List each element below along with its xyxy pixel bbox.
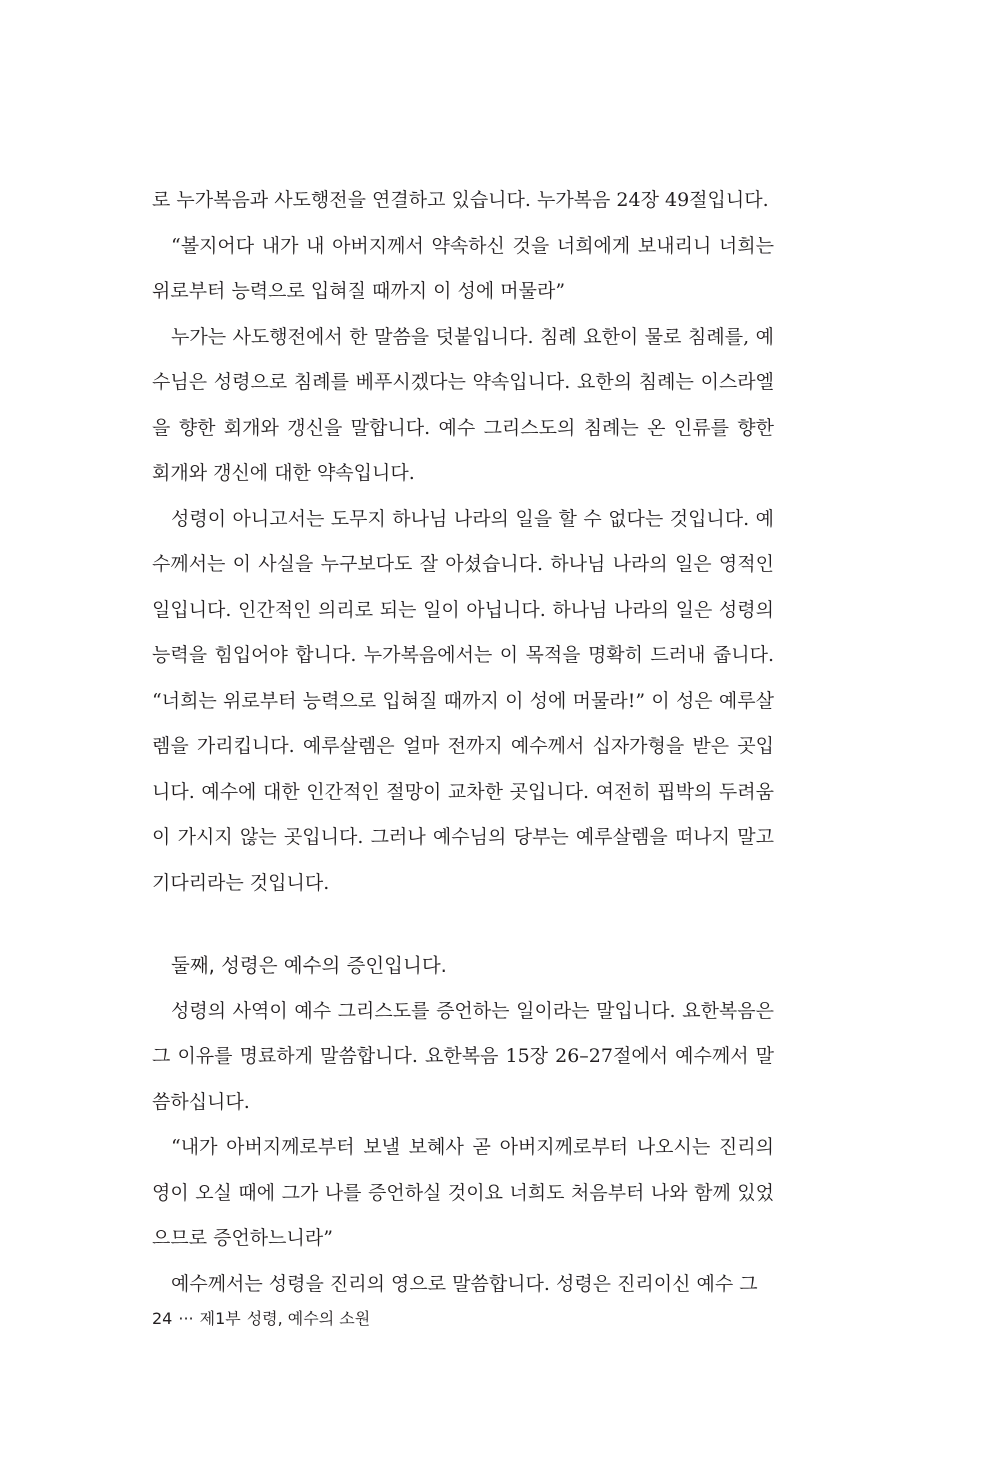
- paragraph-top-4: 성령이 아니고서는 도무지 하나님 나라의 일을 할 수 없다는 것입니다. 예수께서는 이 사실을 누구보다도 잘 아셨습니다. 하나님 나라의 일은 영적인 일입니다. 인간적인 의리로 되는 일이 아닙니다. 하나님 나라의 일은 성령의 능력을 힘입어야 합니다. 누가복음에서는 이 목적을 명확히 드러내 줍니다. “너희는 위로부터 능력으로 입혀질 때까지 이 성에 머물라!” 이 성은 예루살렘을 가리킵니다. 예루살렘은 얼마 전까지 예수께서 십자가형을 받은 곳입니다. 예수에 대한 인간적인 절망이 교차한 곳입니다. 여전히 핍박의 두려움이 가시지 않는 곳입니다. 그러나 예수님의 당부는 예루살렘을 떠나지 말고 기다리라는 것입니다.: [152, 507, 774, 894]
- paragraph-top-2-quote: “볼지어다 내가 내 아버지께서 약속하신 것을 너희에게 보내리니 너희는 위로부터 능력으로 입혀질 때까지 이 성에 머물라”: [152, 234, 774, 302]
- part-label: 제1부: [199, 1309, 241, 1328]
- paragraph-top-3: 누가는 사도행전에서 한 말씀을 덧붙입니다. 침례 요한이 물로 침례를, 예수님은 성령으로 침례를 베푸시겠다는 약속입니다. 요한의 침례는 이스라엘을 향한 회개와 갱신을 말합니다. 예수 그리스도의 침례는 온 인류를 향한 회개와 갱신에 대한 약속입니다.: [152, 325, 774, 484]
- section-heading: 둘째, 성령은 예수의 증인입니다.: [171, 954, 447, 977]
- body-text: [152, 178, 774, 1307]
- paragraph-top-1: 로 누가복음과 사도행전을 연결하고 있습니다. 누가복음 24장 49절입니다.: [152, 189, 769, 211]
- paragraph-bottom-1: 성령의 사역이 예수 그리스도를 증언하는 일이라는 말입니다. 요한복음은 그 이유를 명료하게 말씀합니다. 요한복음 15장 26–27절에서 예수께서 말씀하십니다.: [152, 999, 774, 1113]
- page-footer: [152, 1307, 376, 1331]
- page-number: 24: [152, 1309, 173, 1328]
- paragraph-bottom-2-quote: “내가 아버지께로부터 보낼 보혜사 곧 아버지께로부터 나오시는 진리의 영이 오실 때에 그가 나를 증언하실 것이요 너희도 처음부터 나와 함께 있었으므로 증언하느니라”: [152, 1136, 774, 1249]
- footer-separator: ···: [178, 1309, 194, 1328]
- part-title: 성령, 예수의 소원: [246, 1309, 371, 1328]
- paragraph-bottom-3: 예수께서는 성령을 진리의 영으로 말씀합니다. 성령은 진리이신 예수 그: [171, 1272, 758, 1295]
